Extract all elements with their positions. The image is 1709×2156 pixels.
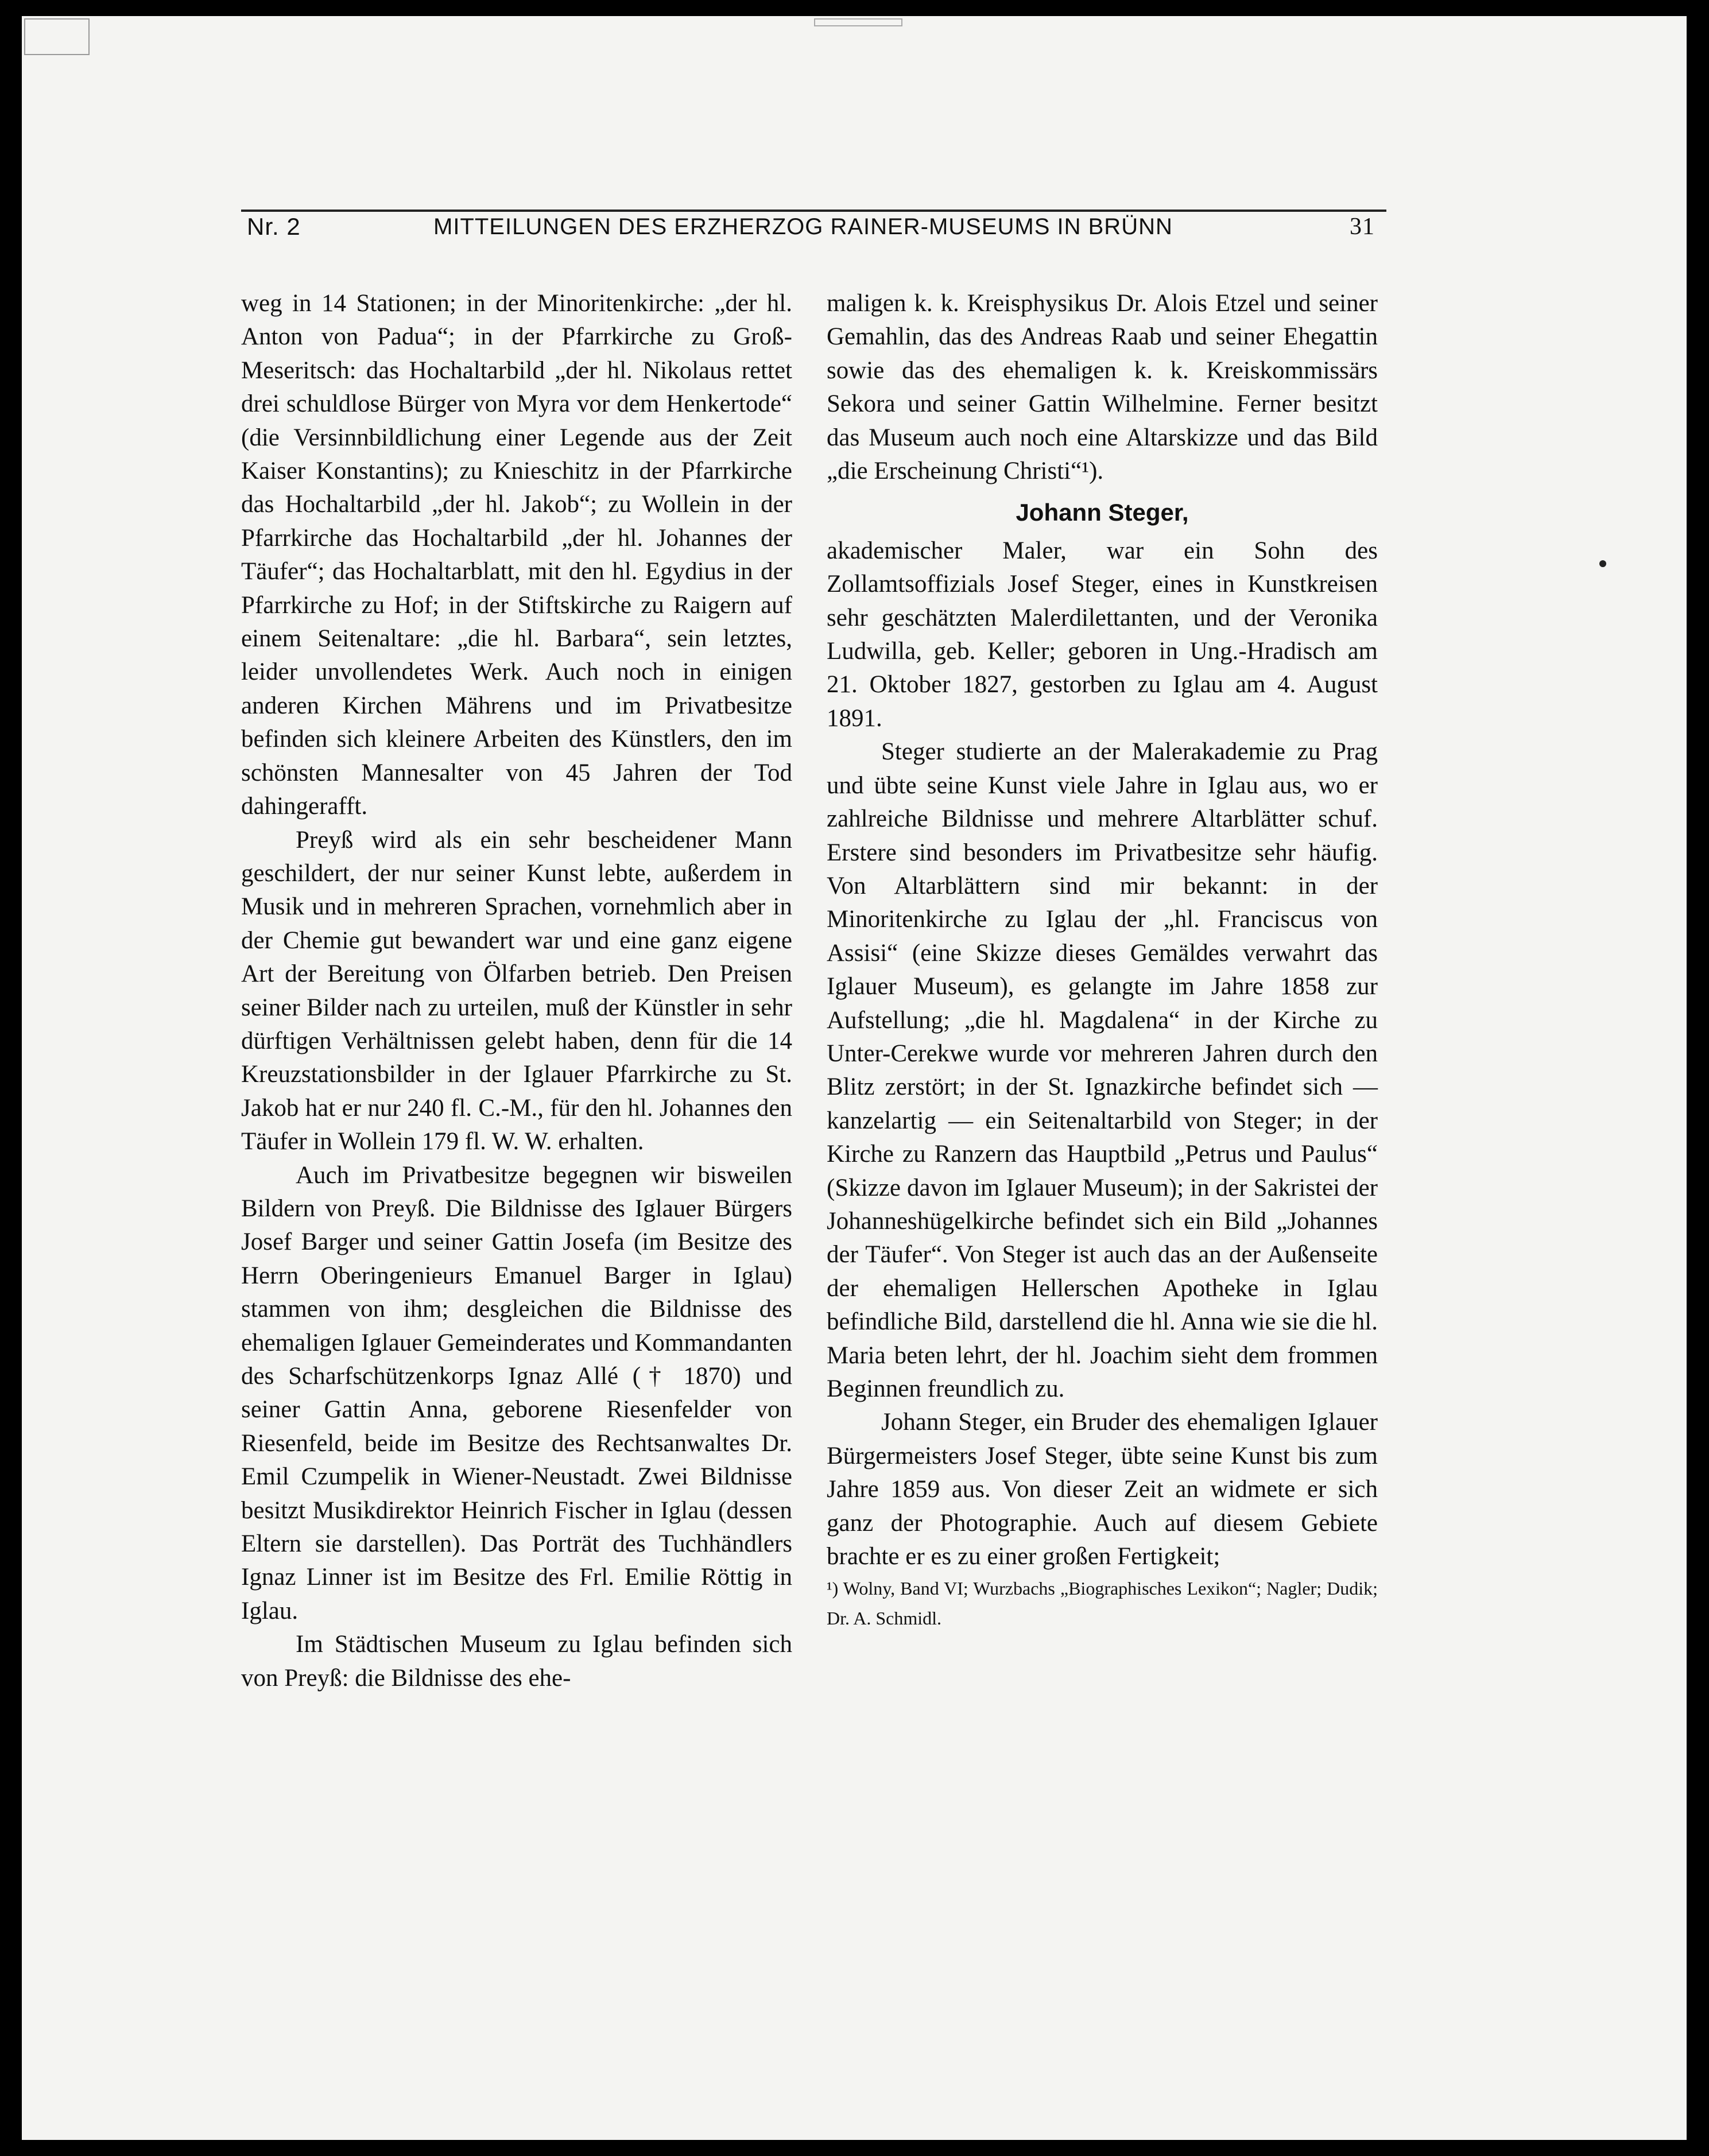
page-number: 31	[1350, 214, 1375, 240]
section-heading: Johann Steger,	[1016, 499, 1189, 526]
paragraph: Preyß wird als ein sehr bescheidener Mann geschildert, der nur seiner Kunst lebte, außerdem in Musik und in mehreren Sprachen, vornehmlich aber in der Chemie gut bewandert war und eine ganz eigene Art der Bereitung von Ölfarben betrieb. Den Preisen seiner Bilder nach zu urteilen, muß der Künstler in sehr dürftigen Verhältnissen gelebt haben, denn für die 14 Kreuzstationsbilder in der Iglauer Pfarrkirche zu St. Jakob hat er nur 240 fl. C.-M., für den hl. Johannes den Täufer in Wollein 179 fl. W. W. erhalten.	[241, 826, 792, 1155]
paragraph: maligen k. k. Kreisphysikus Dr. Alois Etzel und seiner Gemahlin, das des Andreas Raab und seiner Ehegattin sowie das des ehemaligen k. k. Kreiskommissärs Sekora und seiner Gattin Wilhelmine. Ferner besitzt das Museum auch noch eine Altarskizze und das Bild „die Erscheinung Christi“¹).	[827, 290, 1378, 485]
paragraph: Steger studierte an der Malerakademie zu Prag und übte seine Kunst viele Jahre in Iglau aus, wo er zahlreiche Bildnisse und mehrere Altarblätter schuf. Erstere sind besonders im Privatbesitze sehr häufig. Von Altarblättern sind mir bekannt: in der Minoritenkirche zu Iglau der „hl. Franciscus von Assisi“ (eine Skizze dieses Gemäldes verwahrt das Iglauer Museum), es gelangte im Jahre 1858 zur Aufstellung; „die hl. Magdalena“ in der Kirche zu Unter-Cerekwe wurde vor mehreren Jahren durch den Blitz zerstört; in der St. Ignazkirche befindet sich — kanzelartig — ein Seitenaltarbild von Steger; in der Kirche zu Ranzern das Hauptbild „Petrus und Paulus“ (Skizze davon im Iglauer Museum); in der Sakristei der Johanneshügelkirche befindet sich ein Bild „Johannes der Täufer“. Von Steger ist auch das an der Außenseite der ehemaligen Hellerschen Apotheke in Iglau befindliche Bild, darstellend die hl. Anna wie sie die hl. Maria beten lehrt, der hl. Joachim sieht dem frommen Beginnen freundlich zu.	[827, 738, 1378, 1402]
scan-top-mark	[814, 18, 902, 26]
right-column	[827, 287, 1378, 1633]
ink-speck	[1599, 560, 1606, 567]
journal-title: MITTEILUNGEN DES ERZHERZOG RAINER-MUSEUMS IN BRÜNN	[433, 214, 1173, 239]
paragraph: Im Städtischen Museum zu Iglau befinden sich von Preyß: die Bildnisse des ehe-	[241, 1631, 792, 1692]
issue-number: Nr. 2	[247, 213, 301, 240]
paragraph: akademischer Maler, war ein Sohn des Zollamtsoffizials Josef Steger, eines in Kunstkreisen sehr geschätzten Malerdilettanten, und der Veronika Ludwilla, geb. Keller; geboren in Ung.-Hradisch am 21. Oktober 1827, gestorben zu Iglau am 4. August 1891.	[827, 537, 1378, 732]
running-header	[241, 210, 1386, 240]
left-column	[241, 287, 792, 1695]
paragraph: Auch im Privatbesitze begegnen wir bisweilen Bildern von Preyß. Die Bildnisse des Iglauer Bürgers Josef Barger und seiner Gattin Josefa (im Besitze des Herrn Oberingenieurs Emanuel Barger in Iglau) stammen von ihm; desgleichen die Bildnisse des ehemaligen Iglauer Gemeinderates und Kommandanten des Scharfschützenkorps Ignaz Allé († 1870) und seiner Gattin Anna, geborene Riesenfelder von Riesenfeld, beide im Besitze des Rechtsanwaltes Dr. Emil Czumpelik in Wiener-Neustadt. Zwei Bildnisse besitzt Musikdirektor Heinrich Fischer in Iglau (dessen Eltern sie darstellen). Das Porträt des Tuchhändlers Ignaz Linner ist im Besitze des Frl. Emilie Röttig in Iglau.	[241, 1161, 792, 1624]
footnote: ¹) Wolny, Band VI; Wurzbachs „Biographisches Lexikon“; Nagler; Dudik; Dr. A. Schmidl.	[827, 1578, 1378, 1629]
scan-corner-mark	[24, 18, 90, 55]
paragraph: Johann Steger, ein Bruder des ehemaligen Iglauer Bürgermeisters Josef Steger, übte seine Kunst bis zum Jahre 1859 aus. Von dieser Zeit an widmete er sich ganz der Photographie. Auch auf diesem Gebiete brachte er es zu einer großen Fertigkeit;	[827, 1409, 1378, 1571]
paragraph: weg in 14 Stationen; in der Minoritenkirche: „der hl. Anton von Padua“; in der Pfarrkirche zu Groß-Meseritsch: das Hochaltarbild „der hl. Nikolaus rettet drei schuldlose Bürger von Myra vor dem Henkertode“ (die Versinnbildlichung einer Legende aus der Zeit Kaiser Konstantins); zu Knieschitz in der Pfarrkirche das Hochaltarbild „der hl. Jakob“; zu Wollein in der Pfarrkirche das Hochaltarbild „der hl. Johannes der Täufer“; das Hochaltarblatt, mit den hl. Egydius in der Pfarrkirche zu Hof; in der Stiftskirche zu Raigern auf einem Seitenaltare: „die hl. Barbara“, sein letztes, leider unvollendetes Werk. Auch noch in einigen anderen Kirchen Mährens und im Privatbesitze befinden sich kleinere Arbeiten des Künstlers, den im schönsten Mannesalter von 45 Jahren der Tod dahingerafft.	[241, 290, 792, 820]
